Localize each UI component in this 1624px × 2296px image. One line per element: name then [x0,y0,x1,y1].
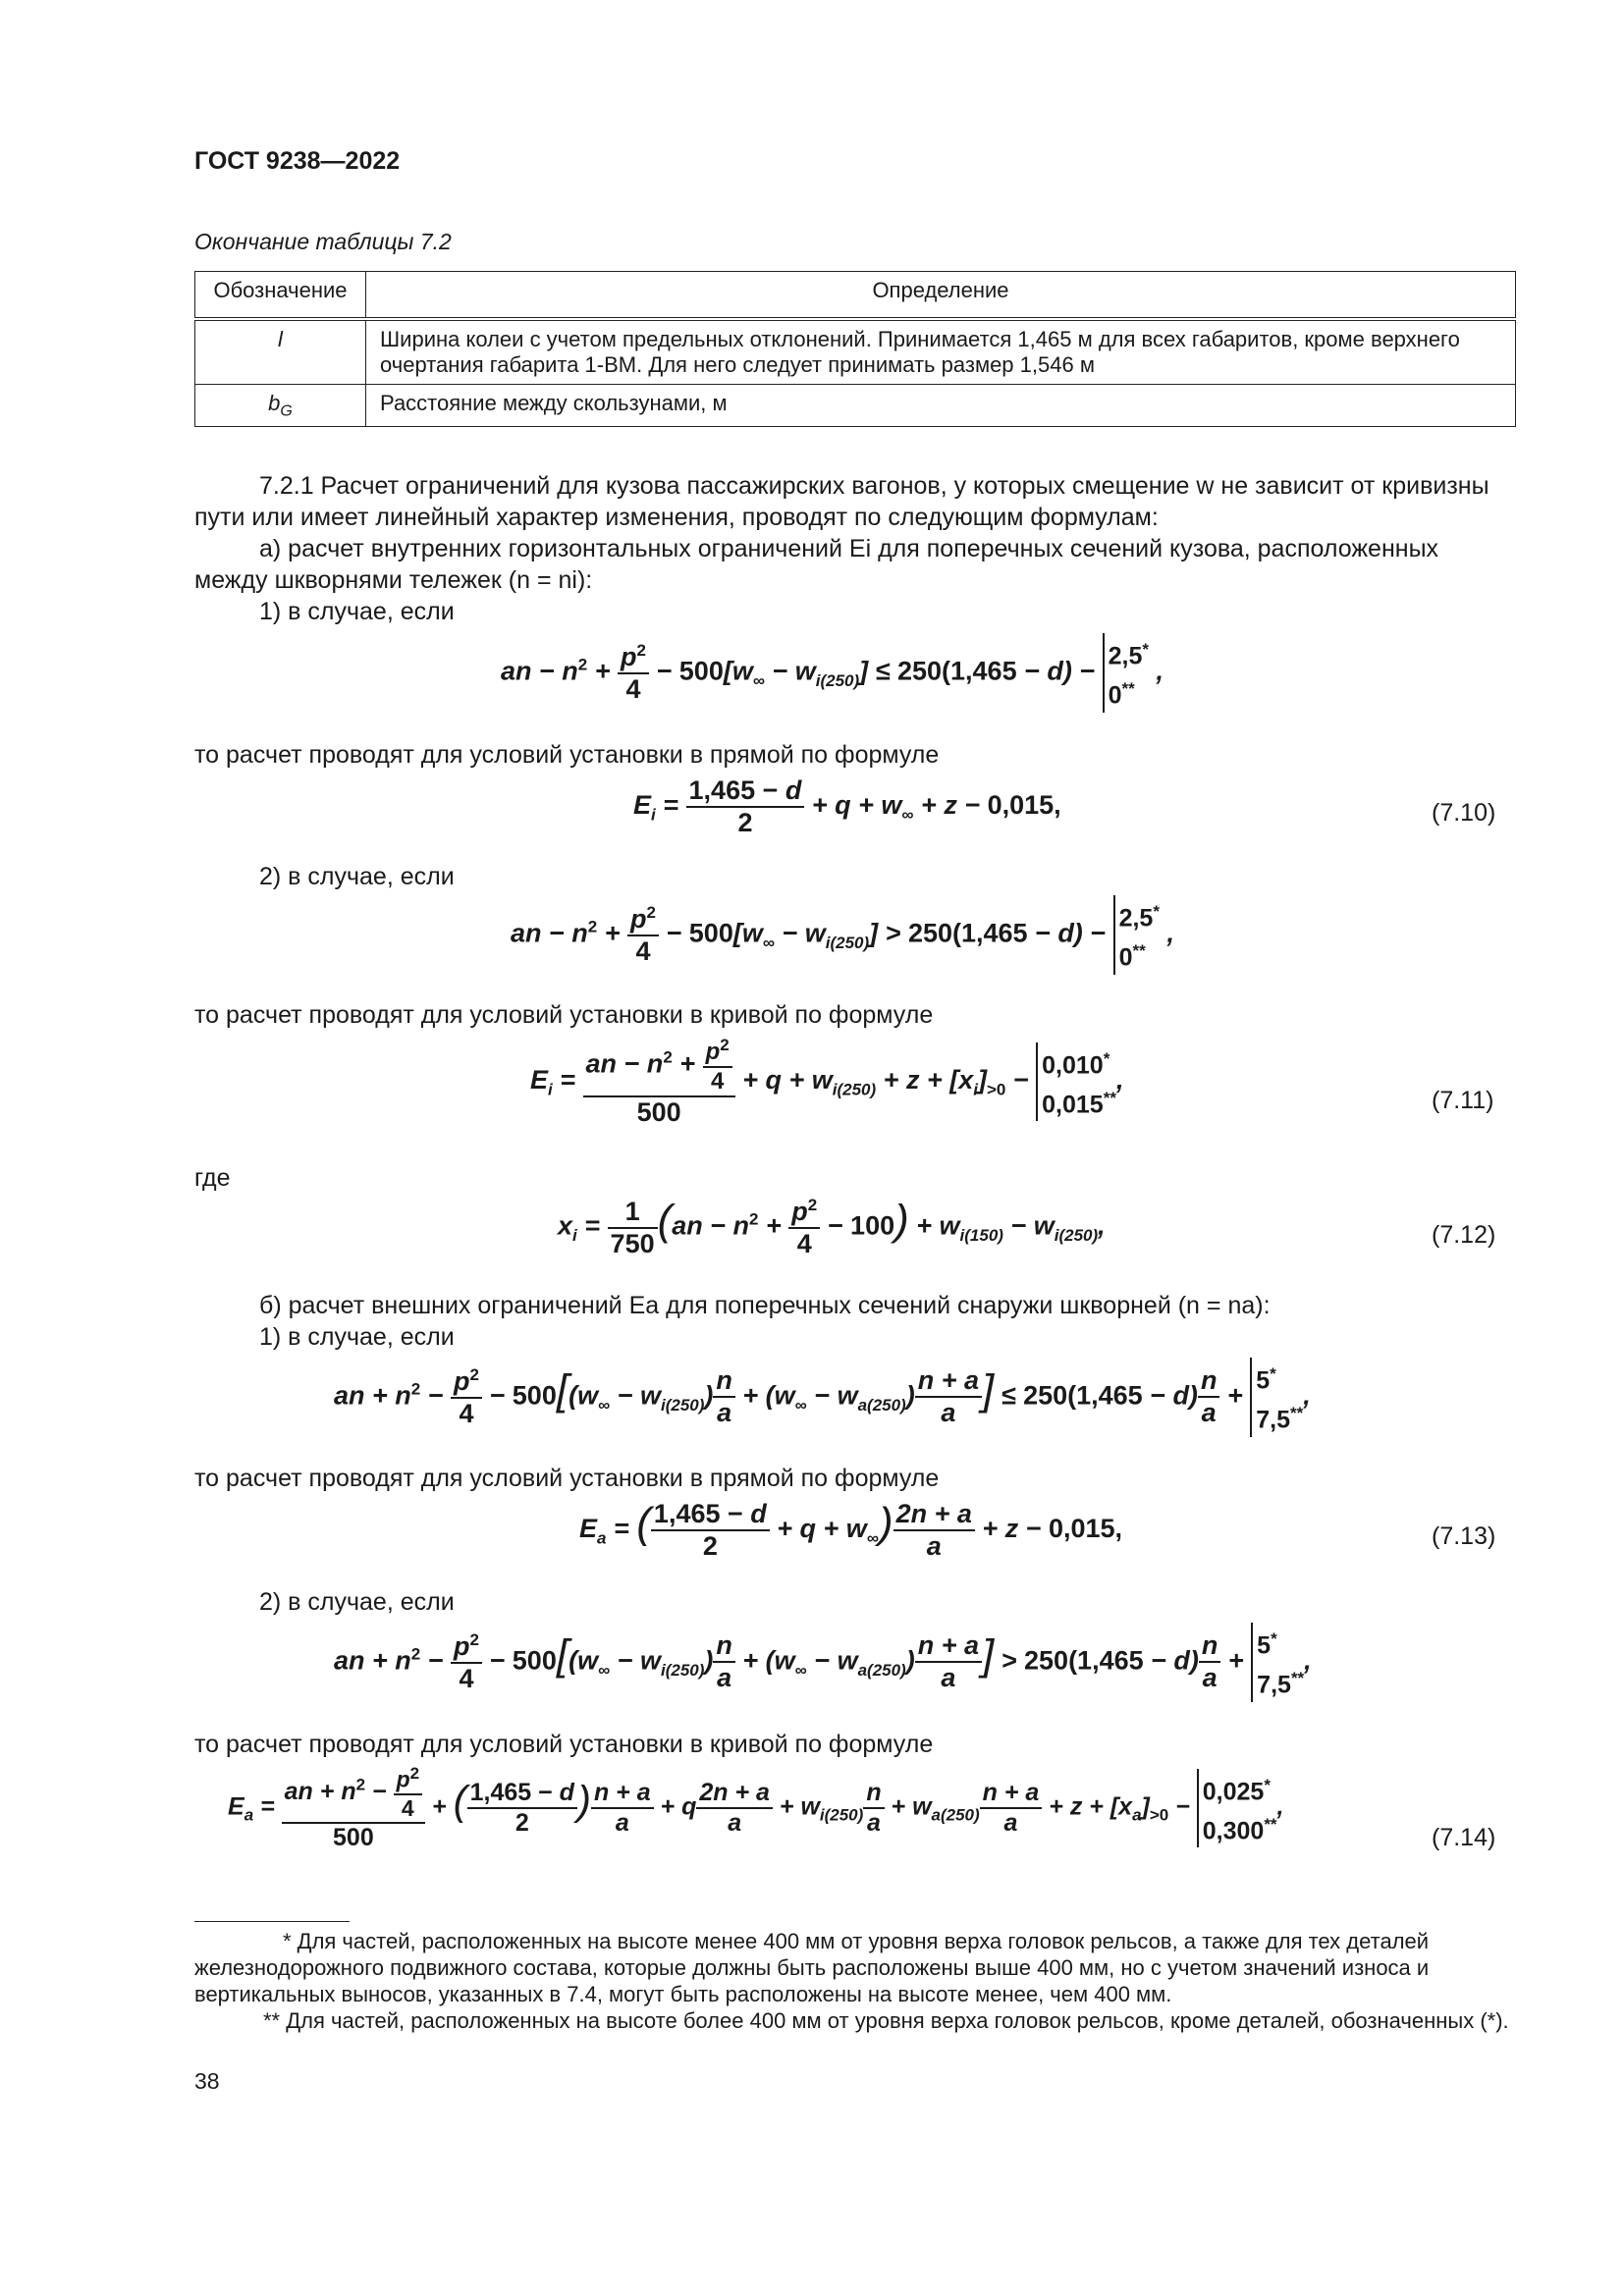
page-number: 38 [194,2068,220,2094]
paragraph-b: б) расчет внешних ограничений Ea для поперечных сечений снаружи шкворней (n = na): [259,1292,1271,1319]
equation-number: (7.14) [1432,1824,1496,1851]
equation-number: (7.13) [1432,1522,1496,1550]
paragraph-a: а) расчет внутренних горизонтальных ограничений Ei для поперечных сечений кузова, расположенных между шкворнями тележек (n = ni): [194,535,1439,594]
formula-7-10: $E_i$ = $\frac{1,465 - d}{2}$ + $q + w_\infty + z - 0,015$, [633,775,1061,837]
table-row [195,319,1516,385]
straight-label-1: то расчет проводят для условий установки в прямой по формуле [194,741,940,769]
case-4-label: 2) в случае, если [259,1588,455,1616]
formula-7-12: $x_i$ = $\frac{1}{750}$ ($an - n^2$ + $\frac{p^2}{4}$ − $100) + w_{i(150)} - w_{i(250)}$, [558,1196,1106,1258]
column-header-symbol: Обозначение [195,272,366,320]
curve-label-2: то расчет проводят для условий установки в кривой по формуле [194,1731,934,1758]
case-2-label: 2) в случае, если [259,863,455,890]
equation-number: (7.11) [1432,1087,1494,1114]
definitions-table [194,271,1516,427]
footnote-1: * Для частей, расположенных на высоте менее 400 мм от уровня верха головок рельсов, а также для тех деталей железнодорожного подвижного состава, которые должны быть расположены выше 400 мм, но с учетом значений износа и вертикальных выносов, указанных в 7.4, могут быть расположены на высоте менее, чем 400 мм. [194,1929,1430,2006]
formula-7-11: $E_i$ = an − $n^2$ + $\frac{p^2}{4}$ 500 + $q + w_{i(250)} + z + [x_i]_{>0} - 0,010^*$ 0,015**, [530,1036,1124,1127]
where-label: где [194,1164,231,1192]
equation-number: (7.12) [1432,1221,1496,1249]
table-cell-symbol: $b_G$ [195,385,366,427]
straight-label-2: то расчет проводят для условий установки в прямой по формуле [194,1465,940,1492]
table-caption: Окончание таблицы 7.2 [194,229,452,254]
table-row [195,385,1516,427]
case-1-label: 1) в случае, если [259,598,455,625]
column-header-definition: Определение [366,272,1516,320]
inequality-1: an − $n^2$ + $\frac{p^2}{4}$ − $500[w_\infty - w_{i(250)}] \le 250(1,465 - d) - 2,5^*$ 0** , [501,633,1164,713]
equation-number: (7.10) [1432,799,1496,827]
formula-7-14: $E_a$ = an + $n^2$ − $\frac{p^2}{4}$ 500 + ( $\frac{1,465 - d}{2}$ ) $\frac{n + a}{a}$ + q $\frac{2n + a}{a}$ + $w_{i(250)}$ $\frac{n}{a}$ + $w_{a(250)}$ $\frac{n + a}{a}$ + $z + [x_a]_{>0} - 0,025^*$ 0,300**, [228,1764,1284,1851]
curve-label-1: то расчет проводят для условий установки в кривой по формуле [194,1001,934,1029]
paragraph-7-2-1: 7.2.1 Расчет ограничений для кузова пассажирских вагонов, у которых смещение w не зависит от кривизны пути или имеет линейный характер изменения, проводят по следующим формулам: [194,472,1489,531]
table-cell-definition: Ширина колеи с учетом предельных отклонений. Принимается 1,465 м для всех габаритов, кроме верхнего очертания габарита 1-ВМ. Для него следует принимать размер 1,546 м [366,319,1516,385]
formula-7-13: $E_a$ = ( $\frac{1,465 - d}{2}$ + $q + w_\infty$) $\frac{2n + a}{a}$ + z − 0,015, [579,1499,1123,1561]
inequality-4: an + $n^2$ − $\frac{p^2}{4}$ − $500[(w_\infty - w_{i(250)})$ $\frac{n}{a}$ + $(w_\infty - w_{a(250)})$ $\frac{n + a}{a}$ ] > 250(1,465 − d) $\frac{n}{a}$ + 5* 7,5**, [334,1623,1312,1702]
footnote-divider [194,1921,350,1922]
footnote-2: ** Для частей, расположенных на высоте более 400 мм от уровня верха головок рельсов, кроме деталей, обозначенных (*). [263,2008,1509,2033]
inequality-2: an − $n^2$ + $\frac{p^2}{4}$ − $500[w_\infty - w_{i(250)}] > 250(1,465 - d) - 2,5^*$ 0** , [511,895,1174,975]
table-cell-definition: Расстояние между скользунами, м [366,385,1516,427]
case-3-label: 1) в случае, если [259,1323,455,1351]
table-cell-symbol: l [195,319,366,385]
inequality-3: an + $n^2$ − $\frac{p^2}{4}$ − $500[(w_\infty - w_{i(250)})$ $\frac{n}{a}$ + $(w_\infty - w_{a(250)})$ $\frac{n + a}{a}$ ] ≤ 250(1,465 − d) $\frac{n}{a}$ + 5* 7,5**, [334,1358,1311,1437]
document-header: ГОСТ 9238—2022 [194,147,401,175]
